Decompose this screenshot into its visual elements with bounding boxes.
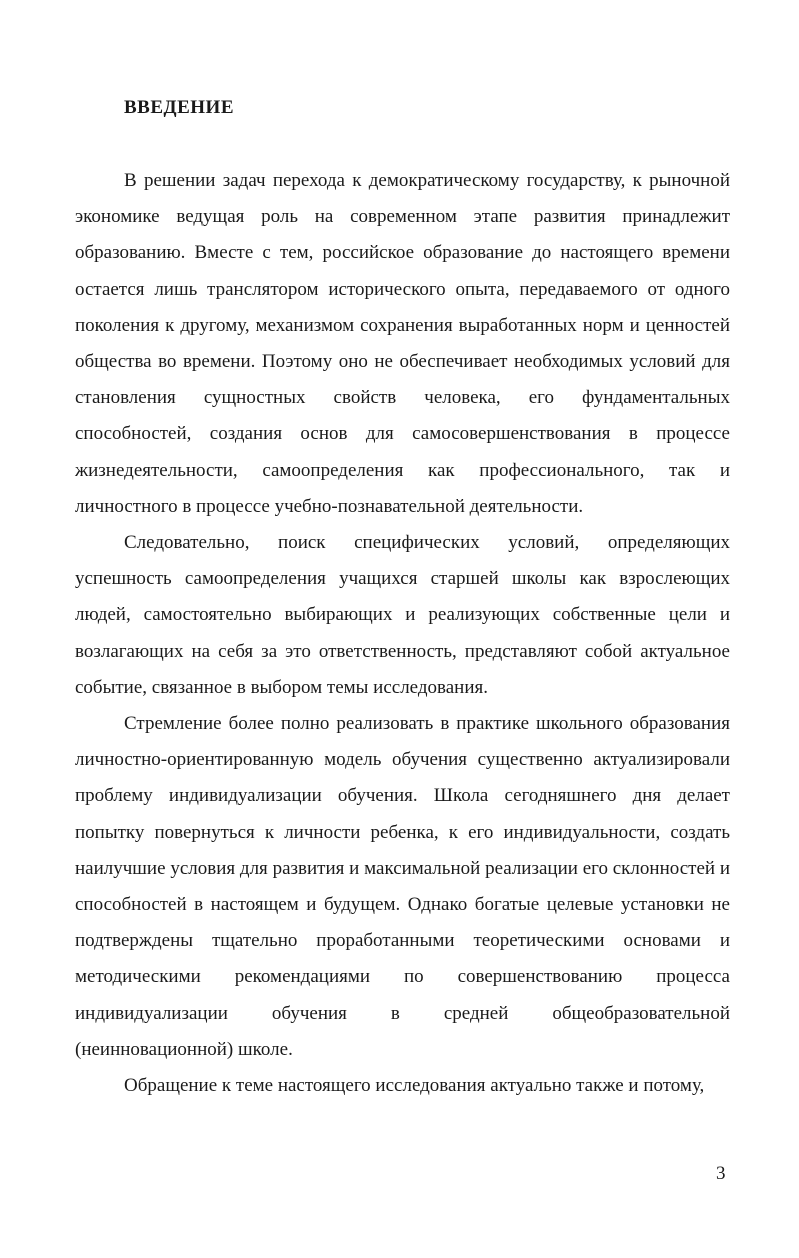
paragraph-1: В решении задач перехода к демократическому государству, к рыночной экономике ведущая роль на современном этапе развития принадлежит образованию. Вместе с тем, российское образование до настоящего времени остается лишь транслятором исторического опыта, передаваемого от одного поколения к другому, механизмом сохранения выработанных норм и ценностей общества во времени. Поэтому оно не обеспечивает необходимых условий для становления сущностных свойств человека, его фундаментальных способностей, создания основ для самосовершенствования в процессе жизнедеятельности, самоопределения как профессионального, так и личностного в процессе учебно-познавательной деятельности. — [75, 170, 730, 517]
paragraph-4: Обращение к теме настоящего исследования актуально также и потому, — [124, 1075, 705, 1097]
paragraph-3: Стремление более полно реализовать в практике школьного образования личностно-ориентированную модель обучения существенно актуализировали проблему индивидуализации обучения. Школа сегодняшнего дня делает попытку повернуться к личности ребенка, к его индивидуальности, создать наилучшие условия для развития и максимальной реализации его склонностей и способностей в настоящем и будущем. Однако богатые целевые установки не подтверждены тщательно проработанными теоретическими основами и методическими рекомендациями по совершенствованию процесса индивидуализации обучения в средней общеобразовательной (неинновационной) школе. — [75, 713, 730, 1060]
paragraph-2: Следовательно, поиск специфических условий, определяющих успешность самоопределения учащихся старшей школы как взрослеющих людей, самостоятельно выбирающих и реализующих собственные цели и возлагающих на себя за это ответственность, представляют собой актуальное событие, связанное в выбором темы исследования. — [75, 532, 730, 698]
section-heading: ВВЕДЕНИЕ — [124, 97, 234, 118]
body-text — [75, 163, 730, 1104]
page-number: 3 — [716, 1163, 726, 1184]
